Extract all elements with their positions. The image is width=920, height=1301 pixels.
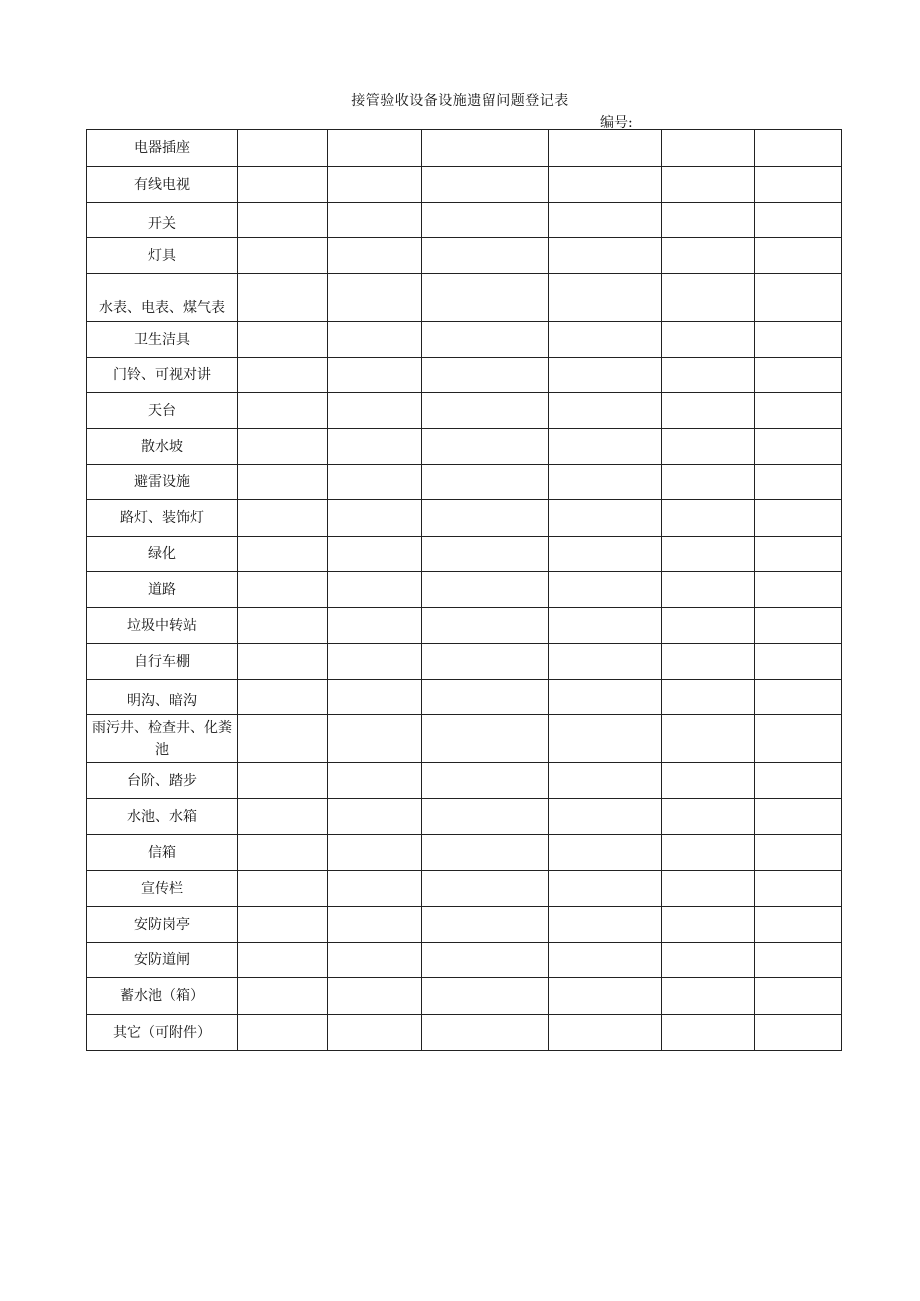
item-label-cell: 灯具 (87, 238, 238, 274)
entry-cell[interactable] (549, 465, 662, 500)
entry-cell[interactable] (422, 680, 549, 715)
table-row (87, 1015, 842, 1051)
entry-cell[interactable] (328, 835, 422, 871)
table-row (87, 943, 842, 978)
item-label-cell: 安防道闸 (87, 943, 238, 978)
entry-cell[interactable] (755, 572, 842, 608)
table-row (87, 238, 842, 274)
table-row (87, 465, 842, 500)
item-label-cell: 电器插座 (87, 130, 238, 167)
entry-cell[interactable] (755, 500, 842, 537)
entry-cell[interactable] (549, 644, 662, 680)
entry-cell[interactable] (422, 500, 549, 537)
entry-cell[interactable] (662, 167, 755, 203)
entry-cell[interactable] (662, 907, 755, 943)
entry-cell[interactable] (328, 500, 422, 537)
item-label-cell: 绿化 (87, 537, 238, 572)
entry-cell[interactable] (238, 203, 328, 238)
entry-cell[interactable] (422, 393, 549, 429)
entry-cell[interactable] (662, 429, 755, 465)
item-label-cell: 开关 (87, 203, 238, 238)
entry-cell[interactable] (238, 130, 328, 167)
entry-cell[interactable] (422, 130, 549, 167)
entry-cell[interactable] (422, 763, 549, 799)
entry-cell[interactable] (662, 763, 755, 799)
table-row (87, 799, 842, 835)
entry-cell[interactable] (549, 1015, 662, 1051)
entry-cell[interactable] (549, 393, 662, 429)
entry-cell[interactable] (755, 715, 842, 763)
entry-cell[interactable] (662, 644, 755, 680)
entry-cell[interactable] (662, 238, 755, 274)
entry-cell[interactable] (422, 799, 549, 835)
entry-cell[interactable] (328, 608, 422, 644)
entry-cell[interactable] (755, 1015, 842, 1051)
entry-cell[interactable] (328, 572, 422, 608)
entry-cell[interactable] (662, 799, 755, 835)
entry-cell[interactable] (328, 130, 422, 167)
entry-cell[interactable] (549, 680, 662, 715)
entry-cell[interactable] (422, 274, 549, 322)
table-row (87, 715, 842, 763)
entry-cell[interactable] (328, 358, 422, 393)
issue-register-table (86, 129, 842, 1051)
entry-cell[interactable] (238, 871, 328, 907)
entry-cell[interactable] (755, 429, 842, 465)
table-row (87, 763, 842, 799)
item-label-cell: 门铃、可视对讲 (87, 358, 238, 393)
entry-cell[interactable] (422, 871, 549, 907)
entry-cell[interactable] (549, 572, 662, 608)
entry-cell[interactable] (328, 644, 422, 680)
entry-cell[interactable] (238, 799, 328, 835)
item-label-cell: 道路 (87, 572, 238, 608)
entry-cell[interactable] (328, 274, 422, 322)
entry-cell[interactable] (238, 978, 328, 1015)
entry-cell[interactable] (549, 763, 662, 799)
entry-cell[interactable] (422, 1015, 549, 1051)
table-row (87, 500, 842, 537)
entry-cell[interactable] (238, 907, 328, 943)
entry-cell[interactable] (238, 763, 328, 799)
entry-cell[interactable] (549, 537, 662, 572)
entry-cell[interactable] (422, 644, 549, 680)
entry-cell[interactable] (662, 680, 755, 715)
entry-cell[interactable] (662, 358, 755, 393)
entry-cell[interactable] (328, 465, 422, 500)
entry-cell[interactable] (549, 907, 662, 943)
entry-cell[interactable] (549, 167, 662, 203)
item-label-cell: 路灯、装饰灯 (87, 500, 238, 537)
entry-cell[interactable] (549, 835, 662, 871)
entry-cell[interactable] (662, 835, 755, 871)
table-row (87, 871, 842, 907)
item-label-cell: 信箱 (87, 835, 238, 871)
entry-cell[interactable] (328, 763, 422, 799)
entry-cell[interactable] (755, 835, 842, 871)
table-row (87, 680, 842, 715)
entry-cell[interactable] (755, 978, 842, 1015)
entry-cell[interactable] (662, 715, 755, 763)
table-row (87, 203, 842, 238)
entry-cell[interactable] (422, 167, 549, 203)
entry-cell[interactable] (755, 537, 842, 572)
entry-cell[interactable] (755, 644, 842, 680)
item-label-cell: 雨污井、检查井、化粪池 (87, 715, 238, 763)
table-row (87, 130, 842, 167)
entry-cell[interactable] (662, 465, 755, 500)
entry-cell[interactable] (662, 537, 755, 572)
entry-cell[interactable] (662, 274, 755, 322)
entry-cell[interactable] (422, 537, 549, 572)
entry-cell[interactable] (422, 465, 549, 500)
item-label-cell: 卫生洁具 (87, 322, 238, 358)
entry-cell[interactable] (422, 572, 549, 608)
entry-cell[interactable] (422, 715, 549, 763)
item-label-cell: 有线电视 (87, 167, 238, 203)
entry-cell[interactable] (755, 358, 842, 393)
entry-cell[interactable] (422, 608, 549, 644)
entry-cell[interactable] (549, 274, 662, 322)
entry-cell[interactable] (755, 799, 842, 835)
entry-cell[interactable] (238, 572, 328, 608)
table-row (87, 608, 842, 644)
entry-cell[interactable] (238, 943, 328, 978)
entry-cell[interactable] (755, 238, 842, 274)
table-row (87, 572, 842, 608)
number-label: 编号: (600, 115, 633, 131)
entry-cell[interactable] (238, 167, 328, 203)
entry-cell[interactable] (422, 358, 549, 393)
entry-cell[interactable] (662, 943, 755, 978)
table-row (87, 907, 842, 943)
entry-cell[interactable] (755, 680, 842, 715)
entry-cell[interactable] (238, 238, 328, 274)
entry-cell[interactable] (238, 835, 328, 871)
item-label-cell: 宣传栏 (87, 871, 238, 907)
entry-cell[interactable] (755, 871, 842, 907)
entry-cell[interactable] (422, 429, 549, 465)
entry-cell[interactable] (328, 1015, 422, 1051)
table-row (87, 322, 842, 358)
entry-cell[interactable] (328, 680, 422, 715)
entry-cell[interactable] (549, 978, 662, 1015)
entry-cell[interactable] (238, 680, 328, 715)
entry-cell[interactable] (328, 537, 422, 572)
entry-cell[interactable] (755, 274, 842, 322)
entry-cell[interactable] (422, 907, 549, 943)
entry-cell[interactable] (238, 1015, 328, 1051)
table-row (87, 835, 842, 871)
entry-cell[interactable] (662, 1015, 755, 1051)
entry-cell[interactable] (549, 358, 662, 393)
entry-cell[interactable] (662, 572, 755, 608)
entry-cell[interactable] (662, 203, 755, 238)
entry-cell[interactable] (549, 429, 662, 465)
entry-cell[interactable] (238, 608, 328, 644)
entry-cell[interactable] (328, 715, 422, 763)
entry-cell[interactable] (662, 500, 755, 537)
item-label-cell: 其它（可附件） (87, 1015, 238, 1051)
entry-cell[interactable] (328, 238, 422, 274)
table-row (87, 167, 842, 203)
entry-cell[interactable] (238, 537, 328, 572)
entry-cell[interactable] (549, 943, 662, 978)
entry-cell[interactable] (422, 322, 549, 358)
item-label-cell: 台阶、踏步 (87, 763, 238, 799)
entry-cell[interactable] (549, 871, 662, 907)
entry-cell[interactable] (328, 799, 422, 835)
entry-cell[interactable] (328, 393, 422, 429)
entry-cell[interactable] (422, 835, 549, 871)
entry-cell[interactable] (238, 274, 328, 322)
entry-cell[interactable] (422, 978, 549, 1015)
item-label-cell: 自行车棚 (87, 644, 238, 680)
item-label-cell: 明沟、暗沟 (87, 680, 238, 715)
entry-cell[interactable] (549, 715, 662, 763)
entry-cell[interactable] (549, 238, 662, 274)
entry-cell[interactable] (328, 322, 422, 358)
entry-cell[interactable] (755, 763, 842, 799)
entry-cell[interactable] (422, 238, 549, 274)
item-label-cell: 安防岗亭 (87, 907, 238, 943)
entry-cell[interactable] (328, 429, 422, 465)
entry-cell[interactable] (328, 871, 422, 907)
entry-cell[interactable] (238, 465, 328, 500)
entry-cell[interactable] (238, 358, 328, 393)
entry-cell[interactable] (549, 322, 662, 358)
table-row (87, 393, 842, 429)
item-label-cell: 天台 (87, 393, 238, 429)
item-label-cell: 蓄水池（箱） (87, 978, 238, 1015)
entry-cell[interactable] (549, 500, 662, 537)
entry-cell[interactable] (549, 608, 662, 644)
entry-cell[interactable] (328, 907, 422, 943)
entry-cell[interactable] (328, 978, 422, 1015)
entry-cell[interactable] (238, 644, 328, 680)
entry-cell[interactable] (662, 608, 755, 644)
item-label-cell: 水池、水箱 (87, 799, 238, 835)
entry-cell[interactable] (755, 608, 842, 644)
entry-cell[interactable] (755, 465, 842, 500)
entry-cell[interactable] (238, 393, 328, 429)
entry-cell[interactable] (549, 203, 662, 238)
entry-cell[interactable] (422, 943, 549, 978)
entry-cell[interactable] (238, 500, 328, 537)
entry-cell[interactable] (549, 130, 662, 167)
entry-cell[interactable] (755, 907, 842, 943)
entry-cell[interactable] (755, 393, 842, 429)
entry-cell[interactable] (328, 203, 422, 238)
entry-cell[interactable] (662, 393, 755, 429)
item-label-cell: 水表、电表、煤气表 (87, 274, 238, 322)
table-row (87, 274, 842, 322)
entry-cell[interactable] (238, 715, 328, 763)
entry-cell[interactable] (662, 871, 755, 907)
entry-cell[interactable] (328, 943, 422, 978)
item-label-cell: 避雷设施 (87, 465, 238, 500)
table-body (87, 130, 842, 1051)
entry-cell[interactable] (549, 799, 662, 835)
table-row (87, 978, 842, 1015)
table-row (87, 537, 842, 572)
entry-cell[interactable] (238, 322, 328, 358)
entry-cell[interactable] (662, 978, 755, 1015)
document-title: 接管验收设备设施遗留问题登记表 (351, 93, 569, 109)
entry-cell[interactable] (755, 322, 842, 358)
entry-cell[interactable] (422, 203, 549, 238)
table-row (87, 358, 842, 393)
table-row (87, 429, 842, 465)
entry-cell[interactable] (755, 167, 842, 203)
entry-cell[interactable] (755, 943, 842, 978)
entry-cell[interactable] (755, 130, 842, 167)
entry-cell[interactable] (662, 130, 755, 167)
item-label-cell: 散水坡 (87, 429, 238, 465)
table-row (87, 644, 842, 680)
entry-cell[interactable] (238, 429, 328, 465)
entry-cell[interactable] (755, 203, 842, 238)
entry-cell[interactable] (662, 322, 755, 358)
entry-cell[interactable] (328, 167, 422, 203)
item-label-cell: 垃圾中转站 (87, 608, 238, 644)
